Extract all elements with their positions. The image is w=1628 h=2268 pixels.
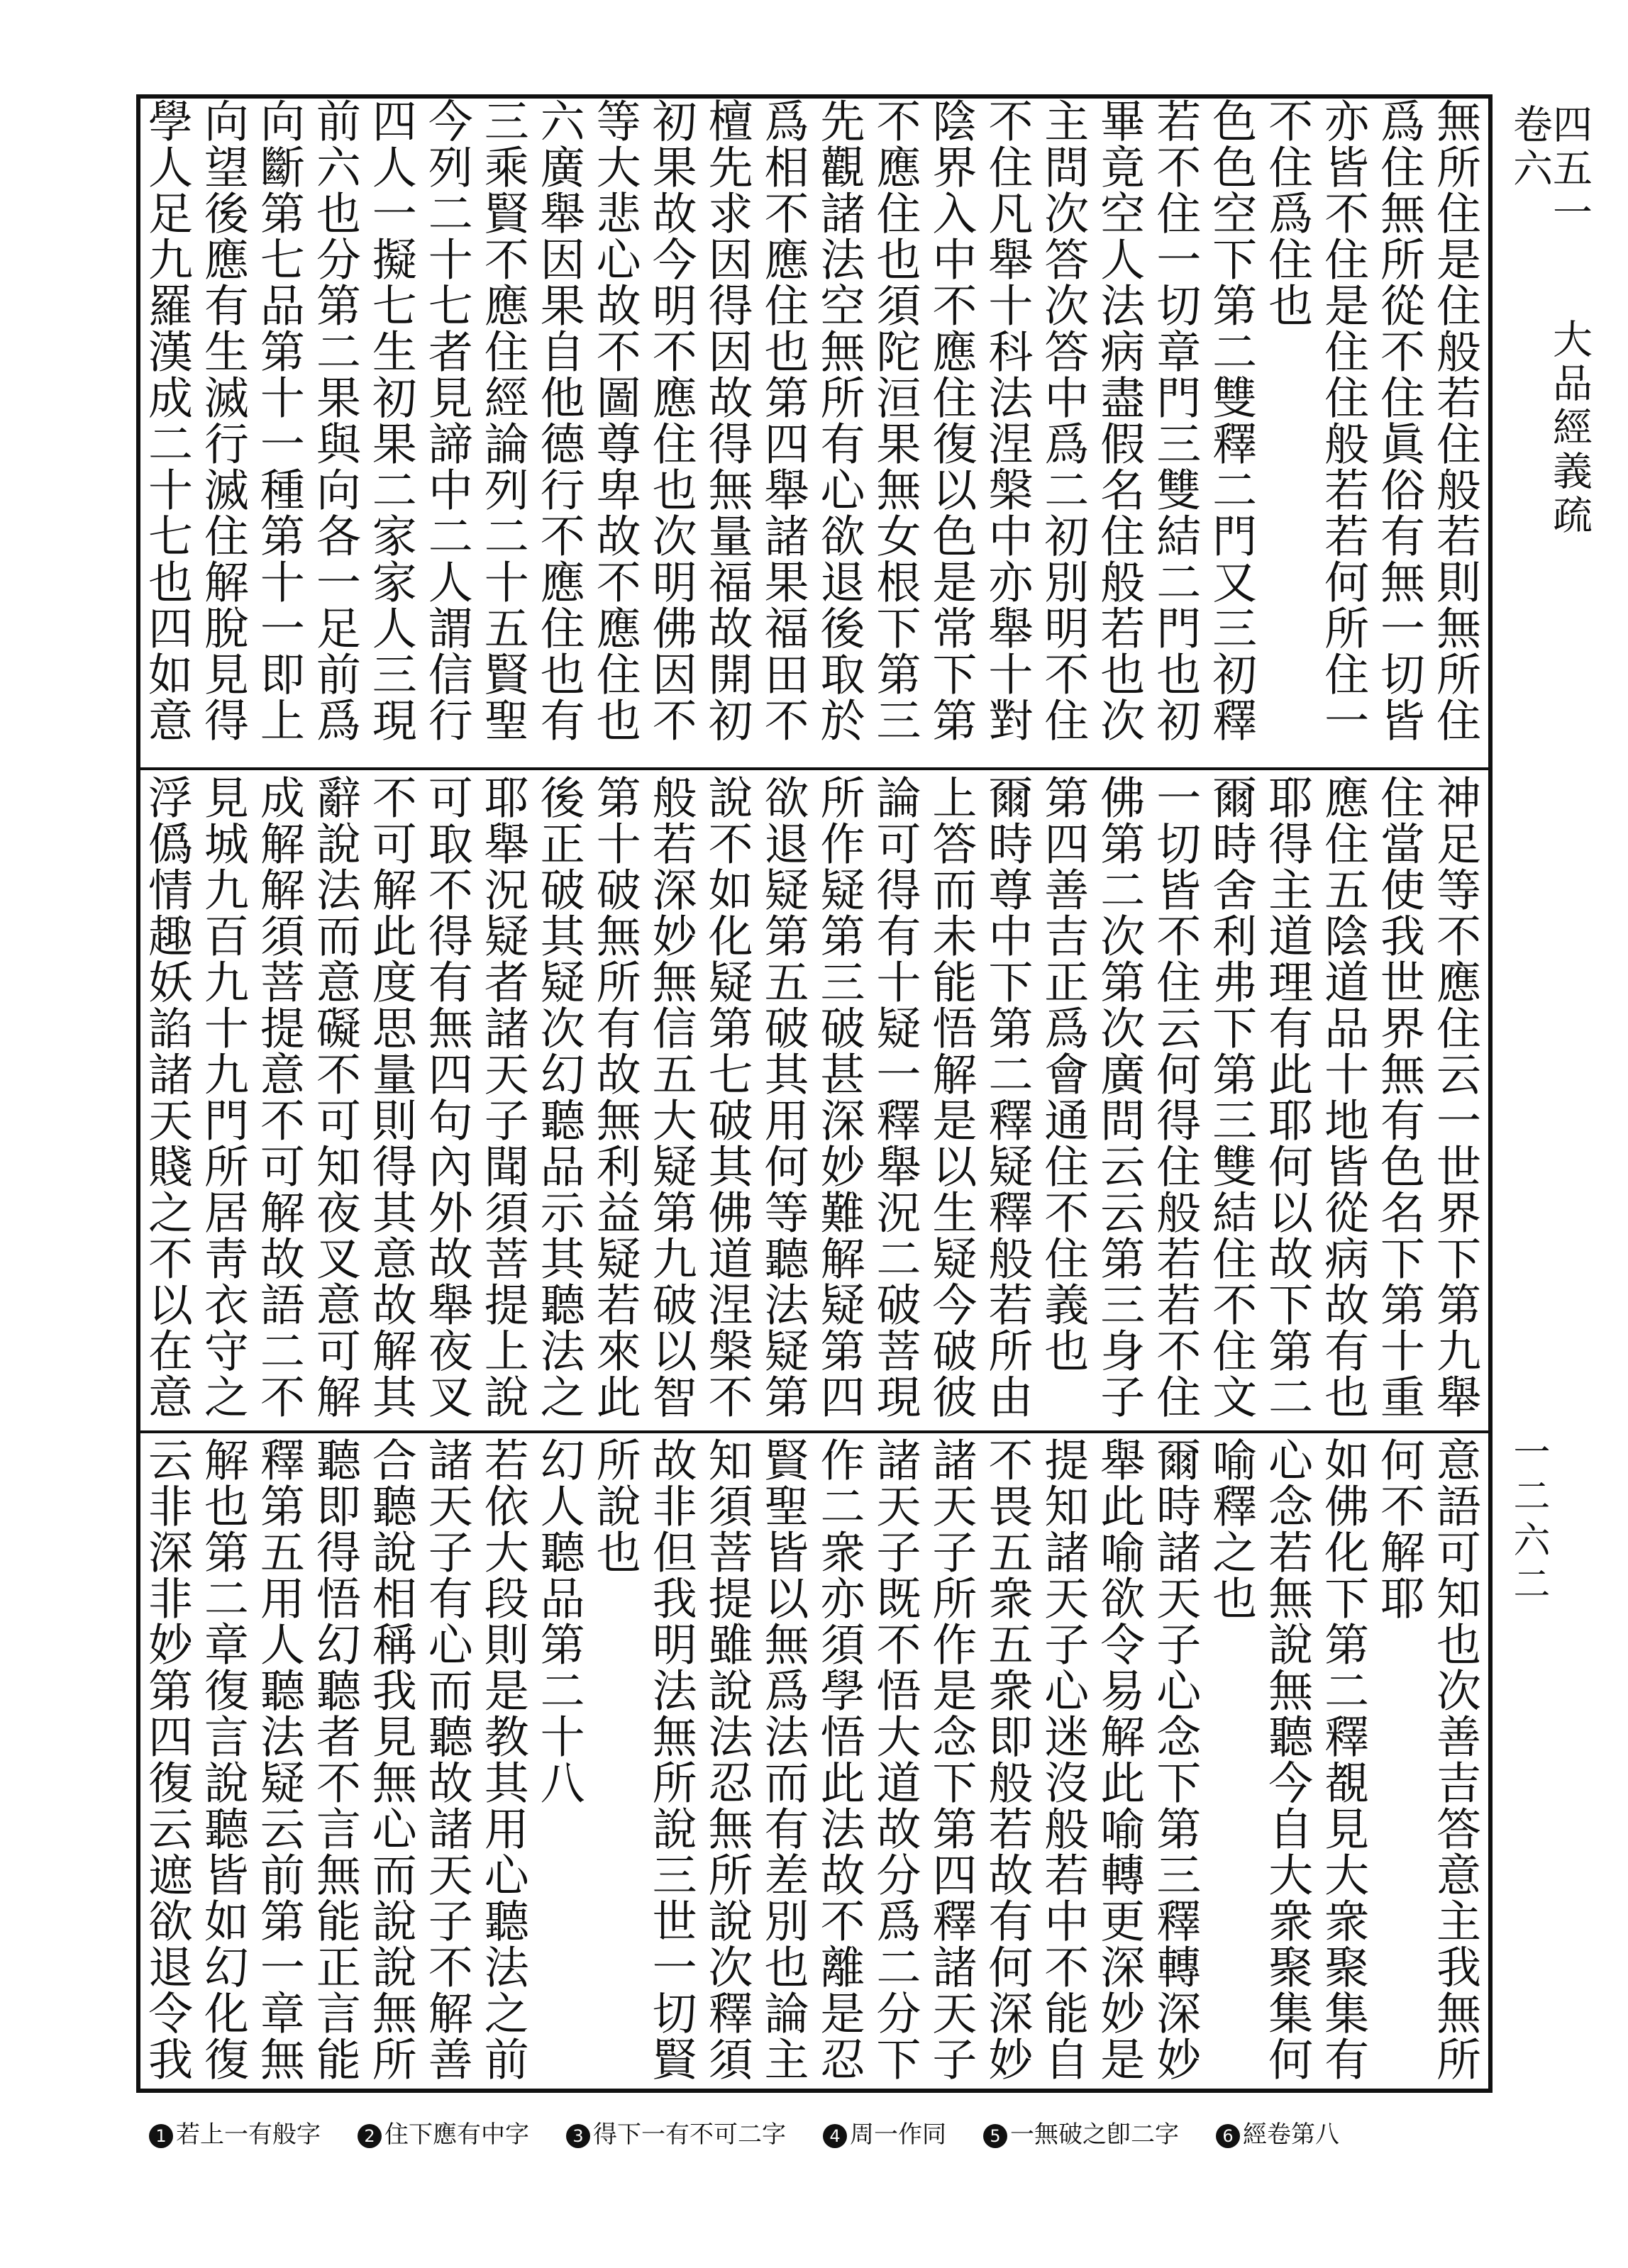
text-column: 釋第五用人聽法疑云前第一章無 bbox=[253, 1437, 305, 2082]
text-column: 提知諸天子心迷沒般若中不能自 bbox=[1037, 1437, 1090, 2082]
footnote-marker: 3 bbox=[566, 2124, 590, 2148]
footnote-text: 一無破之卽二字 bbox=[1010, 2120, 1179, 2149]
text-column: 等大悲心故不圖尊卑故不應住也 bbox=[589, 98, 641, 743]
text-column: 解也第二章復言說聽皆如幻化復 bbox=[196, 1437, 249, 2082]
text-column: 見城九百九十九門所居靑衣守之 bbox=[196, 774, 249, 1420]
text-column: 爾時舍利弗下第三雙結住不住文 bbox=[1205, 774, 1258, 1420]
volume-number: 四五一 bbox=[1546, 104, 1593, 235]
text-column: 神足等不應住云一世界下第九舉 bbox=[1429, 774, 1481, 1420]
text-column: 諸天子既不悟大道故分爲二分下 bbox=[869, 1437, 921, 2082]
text-column: 色色空下第二雙釋二門又三初釋 bbox=[1205, 98, 1258, 743]
text-column: 檀先求因得因故得無量福故開初 bbox=[701, 98, 753, 743]
text-column: 可取不得有無四句內外故舉夜叉 bbox=[421, 774, 473, 1420]
text-column: 陰界入中不應住復以色是常下第 bbox=[925, 98, 978, 743]
running-head bbox=[1507, 104, 1593, 543]
text-column: 聽即得悟幻聽者不言無能正言能 bbox=[309, 1437, 361, 2082]
text-column: 六廣舉因果自他德行不應住也有 bbox=[533, 98, 585, 743]
text-column: 不住爲住也 bbox=[1261, 98, 1314, 328]
text-column: 不可解此度思量則得其意故解其 bbox=[365, 774, 417, 1420]
footnote-marker: 4 bbox=[823, 2124, 847, 2148]
text-column: 何不解耶 bbox=[1373, 1437, 1426, 1621]
text-column: 耶舉況疑者諸天子聞須菩提上說 bbox=[477, 774, 529, 1420]
footnote-marker: 5 bbox=[983, 2124, 1007, 2148]
text-column: 佛第二次第次廣問云云第三身子 bbox=[1093, 774, 1146, 1420]
text-column: 幻人聽品第二十八 bbox=[533, 1437, 585, 1806]
text-column: 無所住是住般若住般若則無所住 bbox=[1429, 98, 1481, 743]
text-column: 耶得主道理有此耶何以故下第二 bbox=[1261, 774, 1314, 1420]
footnote-item bbox=[149, 2113, 321, 2156]
footnote-marker: 2 bbox=[358, 2124, 382, 2148]
text-column: 不畏五衆五衆即般若故有何深妙 bbox=[981, 1437, 1034, 2082]
footnote-item bbox=[983, 2113, 1179, 2156]
text-column: 爾時諸天子心念下第三釋轉深妙 bbox=[1149, 1437, 1202, 2082]
text-column: 畢竟空人法病盡假名住般若也次 bbox=[1093, 98, 1146, 743]
text-column: 爲住無所從不住眞俗有無一切皆 bbox=[1373, 98, 1426, 743]
footnote-text: 經卷第八 bbox=[1243, 2120, 1339, 2149]
text-column: 論可得有十疑一釋舉況二破菩現 bbox=[869, 774, 921, 1420]
text-column: 舉此喻欲令易解此喻轉更深妙是 bbox=[1093, 1437, 1146, 2082]
text-column: 故非但我明法無所說三世一切賢 bbox=[645, 1437, 697, 2082]
footnotes bbox=[149, 2113, 1483, 2156]
text-column: 所作疑第三破甚深妙難解疑第四 bbox=[813, 774, 865, 1420]
text-column: 喻釋之也 bbox=[1205, 1437, 1258, 1621]
text-column: 爾時尊中下第二釋疑釋般若所由 bbox=[981, 774, 1034, 1420]
text-column: 第四善吉正爲會通住不住義也 bbox=[1037, 774, 1090, 1374]
text-column: 前六也分第二果與向各一足前爲 bbox=[309, 98, 361, 743]
text-column: 辭說法而意礙不可知夜叉意可解 bbox=[309, 774, 361, 1420]
text-column: 欲退疑第五破其用何等聽法疑第 bbox=[757, 774, 809, 1420]
text-column: 如佛化下第二釋覩見大衆聚集有 bbox=[1317, 1437, 1370, 2082]
text-column: 向斷第七品第十一種第十一即上 bbox=[253, 98, 305, 743]
text-column: 一切皆不住云何得住般若若不住 bbox=[1149, 774, 1202, 1420]
text-column: 後正破其疑次幻聽品示其聽法之 bbox=[533, 774, 585, 1420]
text-column: 意語可知也次善吉答意主我無所 bbox=[1429, 1437, 1481, 2082]
text-column: 心念若無說無聽今自大衆聚集何 bbox=[1261, 1437, 1314, 2082]
page-number: 一二六二 bbox=[1507, 1433, 1549, 1608]
register-divider bbox=[140, 1430, 1488, 1433]
text-column: 所說也 bbox=[589, 1437, 641, 1575]
text-column: 成解解須菩提意不可解故語二不 bbox=[253, 774, 305, 1420]
text-column: 不住凡舉十科法涅槃中亦舉十對 bbox=[981, 98, 1034, 743]
text-column: 若不住一切章門三雙結二門也初 bbox=[1149, 98, 1202, 743]
text-column: 云非深非妙第四復云遮欲退令我 bbox=[140, 1437, 193, 2082]
register-divider bbox=[140, 767, 1488, 770]
text-column: 初果故今明不應住也次明佛因不 bbox=[645, 98, 697, 743]
footnote-text: 住下應有中字 bbox=[384, 2120, 529, 2149]
text-column: 合聽說相稱我見無心而說說無所 bbox=[365, 1437, 417, 2082]
text-column: 不應住也須陀洹果無女根下第三 bbox=[869, 98, 921, 743]
footnote-text: 若上一有般字 bbox=[176, 2120, 321, 2149]
text-column: 作二衆亦須學悟此法故不離是忍 bbox=[813, 1437, 865, 2082]
text-column: 上答而未能悟解是以生疑今破彼 bbox=[925, 774, 978, 1420]
footnote-item bbox=[358, 2113, 529, 2156]
text-column: 浮僞情趣妖諂諸天賤之不以在意 bbox=[140, 774, 193, 1420]
text-column: 賢聖皆以無爲法而有差別也論主 bbox=[757, 1437, 809, 2082]
text-column: 第十破無所有故無利益疑若來此 bbox=[589, 774, 641, 1420]
text-column: 向望後應有生滅行滅住解脫見得 bbox=[196, 98, 249, 743]
text-column: 知須菩提雖說法忍無所說次釋須 bbox=[701, 1437, 753, 2082]
text-column: 諸天子所作是念下第四釋諸天子 bbox=[925, 1437, 978, 2082]
book-title: 大品經義疏卷六 bbox=[1507, 104, 1593, 538]
register-middle bbox=[142, 774, 1486, 1425]
text-column: 主問次答次答中爲二初別明不住 bbox=[1037, 98, 1090, 743]
text-column: 四人一擬七生初果二家家人三現 bbox=[365, 98, 417, 743]
text-column: 說不如化疑第七破其佛道涅槃不 bbox=[701, 774, 753, 1420]
footnote-marker: 6 bbox=[1216, 2124, 1240, 2148]
text-column: 學人足九羅漢成二十七也四如意 bbox=[140, 98, 193, 743]
footnote-item bbox=[566, 2113, 786, 2156]
register-top bbox=[142, 98, 1486, 762]
text-column: 應住五陰道品十地皆從病故有也 bbox=[1317, 774, 1370, 1420]
text-column: 三乘賢不應住經論列二十五賢聖 bbox=[477, 98, 529, 743]
text-column: 般若深妙無信五大疑第九破以智 bbox=[645, 774, 697, 1420]
footnote-text: 得下一有不可二字 bbox=[593, 2120, 786, 2149]
text-column: 今列二十七者見諦中二人謂信行 bbox=[421, 98, 473, 743]
text-column: 先觀諸法空無所有心欲退後取於 bbox=[813, 98, 865, 743]
footnote-marker: 1 bbox=[149, 2124, 173, 2148]
text-column: 諸天子有心而聽故諸天子不解善 bbox=[421, 1437, 473, 2082]
text-column: 住當使我世界無有色名下第十重 bbox=[1373, 774, 1426, 1420]
text-column: 爲相不應住也第四舉諸果福田不 bbox=[757, 98, 809, 743]
text-column: 若依大段則是教其用心聽法之前 bbox=[477, 1437, 529, 2082]
text-column: 亦皆不住是住住般若若何所住一 bbox=[1317, 98, 1370, 743]
footnote-item bbox=[823, 2113, 946, 2156]
footnote-text: 周一作同 bbox=[850, 2120, 946, 2149]
footnote-item bbox=[1216, 2113, 1339, 2156]
register-bottom bbox=[142, 1437, 1486, 2084]
